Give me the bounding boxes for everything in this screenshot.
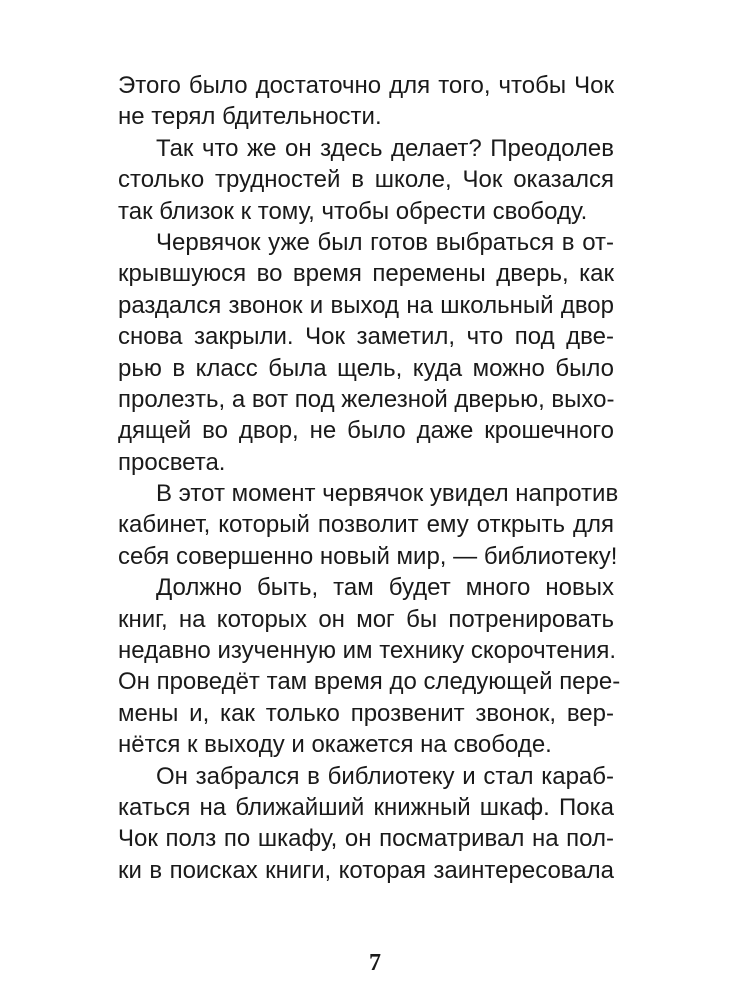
text-line: нётся к выходу и окажется на свободе. bbox=[118, 731, 552, 759]
text-line: книг, на которых он мог бы потренировать bbox=[118, 605, 614, 633]
text-line: Этого было достаточно для того, чтобы Чок bbox=[118, 72, 614, 99]
body-text bbox=[118, 70, 621, 886]
text-line: недавно изученную им технику скорочтения. bbox=[118, 637, 617, 665]
text-line: раздался звонок и выход на школьный двор bbox=[118, 291, 614, 319]
text-line: мены и, как только прозвенит звонок, вер- bbox=[118, 699, 614, 727]
text-line: каться на ближайший книжный шкаф. Пока bbox=[118, 793, 614, 821]
text-line: дящей во двор, не было даже крошечного bbox=[118, 417, 614, 445]
text-line: себя совершенно новый мир, — библиотеку! bbox=[118, 542, 618, 570]
text-line: Червячок уже был готов выбраться в от- bbox=[156, 228, 614, 256]
text-line: Чок полз по шкафу, он посматривал на пол- bbox=[118, 825, 614, 853]
text-line: не терял бдительности. bbox=[118, 103, 382, 131]
text-line: Так что же он здесь делает? Преодолев bbox=[156, 134, 614, 162]
text-line: рью в класс была щель, куда можно было bbox=[118, 354, 614, 382]
text-line: Должно быть, там будет много новых bbox=[156, 574, 614, 602]
page-number: 7 bbox=[369, 950, 381, 976]
text-line: пролезть, а вот под железной дверью, выхо- bbox=[118, 385, 615, 413]
text-line: снова закрыли. Чок заметил, что под две- bbox=[118, 323, 614, 351]
text-line: кабинет, который позволит ему открыть для bbox=[118, 511, 614, 539]
text-line: Он проведёт там время до следующей пере- bbox=[118, 668, 621, 696]
text-line: так близок к тому, чтобы обрести свободу. bbox=[118, 197, 588, 225]
text-line: ки в поисках книги, которая заинтересовала bbox=[118, 856, 614, 884]
text-line: просвета. bbox=[118, 448, 226, 476]
text-line: столько трудностей в школе, Чок оказался bbox=[118, 166, 614, 194]
text-line: Он забрался в библиотеку и стал караб- bbox=[156, 762, 614, 790]
text-line: крывшуюся во время перемены дверь, как bbox=[118, 260, 614, 288]
text-line: В этот момент червячок увидел напротив bbox=[156, 480, 619, 508]
